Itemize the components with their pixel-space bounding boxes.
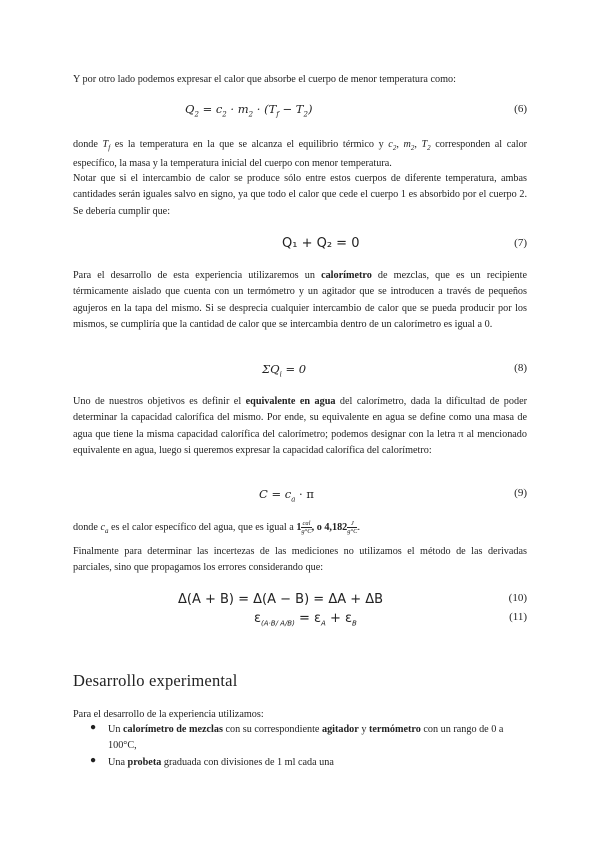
- fraction-cal: $\frac{\text{cal}}{g^\circ C}$: [301, 520, 312, 536]
- paragraph-para: Para el desarrollo de la experiencia utilizamos:: [73, 709, 264, 720]
- equation-11: $\varepsilon_{(A\cdot B/ A/B)} = \varepsilon_A + \varepsilon_B$: [254, 611, 357, 628]
- paragraph-equivalente: Uno de nuestros objetivos es definir el equivalente en agua del calorímetro, dada la dificultad de poder determinar la capacidad calorífica del mismo. Por ende, su equivalente en agua se define como una masa de agua que tiene la misma capacidad calorífica del calorímetro; podemos designar con la letra π al mencionado equivalente en agua, luego si queremos expresar la capacidad calorífica del calorímetro:: [73, 396, 527, 457]
- equation-6: $Q_2 = c_2 \cdot m_2 \cdot (T_f - T_2)$: [185, 102, 313, 119]
- equation-10-number: (10): [508, 592, 527, 604]
- list-item: Una probeta graduada con divisiones de 1 ml cada una: [108, 757, 334, 768]
- fraction-joule: $\frac{J}{g^\circ C}$: [347, 520, 358, 536]
- bullet-icon: ●: [90, 722, 97, 733]
- section-title: Desarrollo experimental: [73, 671, 238, 690]
- equation-11-number: (11): [509, 611, 527, 623]
- equation-7: Q₁ + Q₂ = 0: [282, 236, 360, 251]
- equation-9-number: (9): [514, 487, 527, 499]
- paragraph-donde: donde $T_f$ es la temperatura en la que se alcanza el equilibrio térmico y $c_2$, $m_2$, $T_2$ corresponden al calor específico, la masa y la temperatura inicial del cuerpo con menor temperatura.: [73, 139, 528, 170]
- paragraph-donde-agua: donde $c_a$ es el calor específico del agua, que es igual a 1 $\frac{\text{cal}}{g^\circ C}$ , o 4,182 $\frac{J}{g^\circ C}$ .: [73, 520, 360, 536]
- bullet-icon: ●: [90, 755, 97, 766]
- equation-7-number: (7): [514, 237, 527, 249]
- equation-9: $C = c_a \cdot \pi$: [259, 487, 314, 504]
- paragraph-finalmente: Finalmente para determinar las incertezas de las mediciones no utilizamos el método de las derivadas parciales, sino que propagamos los errores considerando que:: [73, 546, 527, 574]
- equation-8-number: (8): [514, 362, 527, 374]
- paragraph-calorimetro: Para el desarrollo de esta experiencia utilizaremos un calorímetro de mezclas, que es un recipiente térmicamente aislado que cuenta con un termómetro y un agitador que se introducen a través de pequeños agujeros en la tapa del mismo. Si se desprecia cualquier intercambio de calor que se pueda producir por los mismos, se cumpliría que la cantidad de calor que se intercambia dentro de un calorímetro es igual a 0.: [73, 270, 528, 331]
- paragraph-notar: Notar que si el intercambio de calor se produce sólo entre estos cuerpos de diferente temperatura, ambas cantidades serán iguales salvo en signo, ya que todo el calor que cede el cuerpo 1 es absorbido por el cuerpo 2. Se debería cumplir que:: [73, 173, 527, 217]
- equation-10: Δ(A + B) = Δ(A − B) = ΔA + ΔB: [178, 592, 384, 607]
- intro-line: Y por otro lado podemos expresar el calor que absorbe el cuerpo de menor temperatura como:: [73, 74, 456, 85]
- equation-8: $\Sigma Q_i = 0$: [262, 362, 307, 379]
- equation-6-number: (6): [514, 103, 527, 115]
- list-item: Un calorímetro de mezclas con su correspondiente agitador y termómetro con un rango de 0 a 100°C,: [108, 724, 504, 751]
